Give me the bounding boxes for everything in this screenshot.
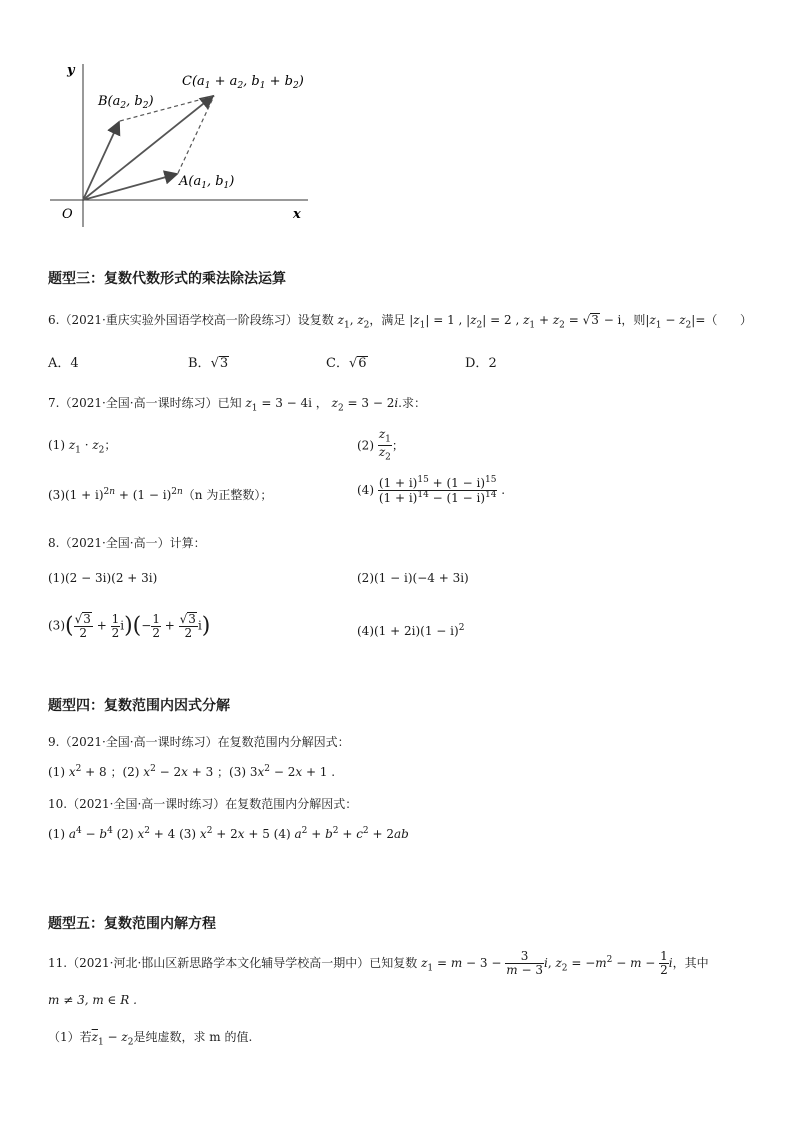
section-title-3: 题型三：复数代数形式的乘法除法运算 bbox=[48, 271, 286, 287]
vector-ob bbox=[83, 122, 119, 200]
point-c-label: $C(a_1 + a_2$, $b_1 + b_2$) bbox=[182, 74, 304, 91]
q6-lead: 6.（2021·重庆实验外国语学校高一阶段练习）设复数 bbox=[48, 313, 334, 327]
question-9: 9.（2021·全国·高一课时练习）在复数范围内分解因式： bbox=[48, 735, 350, 749]
origin-label: O bbox=[62, 207, 73, 222]
q6-paren: =（ bbox=[695, 313, 718, 327]
question-7: 7.（2021·全国·高一课时练习）已知 $z_1 = 3 - 4i$ ， $z_2 = 3 - 2i$.求： bbox=[48, 396, 426, 414]
q6-close-paren: ） bbox=[740, 313, 753, 327]
q7-part-2: (2) $\frac{z_1}{z_2}$ ； bbox=[357, 427, 404, 463]
q8-part-1: (1)(2 − 3i)(2 + 3i) bbox=[48, 571, 158, 585]
q10-parts: (1) $a^4 - b^4$ (2) $x^2 + 4$ (3) $x^2 + 2x + 5$ (4) $a^2 + b^2 + c^2 + 2ab$ bbox=[48, 826, 409, 841]
question-6: 6.（2021·重庆实验外国语学校高一阶段练习）设复数 $z_1$, $z_2$，满足 $|z_1| = 1$ , $|z_2| = 2$ , $z_1 + z_2 = √3 - i$，则$|z_1 - z_2|=$（ bbox=[48, 313, 718, 331]
q7-part-3: $(3)(1 + i)^{2n} + (1 - i)^{2n}(n$ 为正整数）； bbox=[48, 487, 273, 502]
q6-option-a[interactable]: A．4 bbox=[48, 356, 79, 371]
y-axis-label: y bbox=[67, 63, 75, 78]
vector-diagram bbox=[40, 52, 320, 237]
question-11: 11.（2021·河北·邯山区新思路学本文化辅导学校高一期中）已知复数 $z_1 = m - 3$ − $\frac{3}{m - 3}$ i, $z_2 = -m^2 - m$ − $\frac{1}{2}$ i，其中 bbox=[48, 949, 709, 978]
q6-option-b[interactable]: B．√3 bbox=[188, 356, 229, 371]
q6-tail: ，则 bbox=[621, 313, 646, 327]
q6-option-c[interactable]: C．√6 bbox=[326, 356, 367, 371]
section-title-5: 题型五：复数范围内解方程 bbox=[48, 916, 216, 932]
question-10: 10.（2021·全国·高一课时练习）在复数范围内分解因式： bbox=[48, 797, 358, 811]
section-title-4: 题型四：复数范围内因式分解 bbox=[48, 698, 230, 714]
q11-part-1: （1）若$\overline{z}_1 - z_2$是纯虚数，求 m 的值. bbox=[48, 1030, 253, 1048]
dashed-ac bbox=[178, 96, 214, 173]
q8-part-4: $(4)(1 + 2i)(1 - i)^2$ bbox=[357, 623, 465, 638]
q8-part-2: (2)(1 − i)(−4 + 3i) bbox=[357, 571, 469, 585]
q6-mid: ，满足 bbox=[369, 313, 406, 327]
q11-condition: m ≠ 3, m ∈ R . bbox=[48, 993, 137, 1007]
x-axis-label: x bbox=[293, 207, 301, 222]
q7-part-1: (1) $z_1 \cdot z_2$； bbox=[48, 438, 117, 456]
q6-option-d[interactable]: D．2 bbox=[465, 356, 497, 371]
point-b-label: $B(a_2$, $b_2$) bbox=[98, 94, 154, 111]
q8-part-3: (3)( $\frac{√3}{2}$ + $\frac{1}{2}$ i)(− $\frac{1}{2}$ + $\frac{√3}{2}$ i) bbox=[48, 611, 211, 641]
point-a-label: $A(a_1$, $b_1$) bbox=[179, 174, 235, 191]
question-8: 8.（2021·全国·高一）计算： bbox=[48, 536, 206, 550]
q9-parts: (1) $x^2 + 8$ ；(2) $x^2 - 2x + 3$ ；(3) $3x^2 - 2x + 1$ . bbox=[48, 764, 336, 779]
vector-oa bbox=[83, 174, 177, 200]
q7-part-4: (4) $\frac{(1 + i)^{15} + (1 - i)^{15}}{(1 + i)^{14} - (1 - i)^{14}}$ . bbox=[357, 475, 506, 506]
